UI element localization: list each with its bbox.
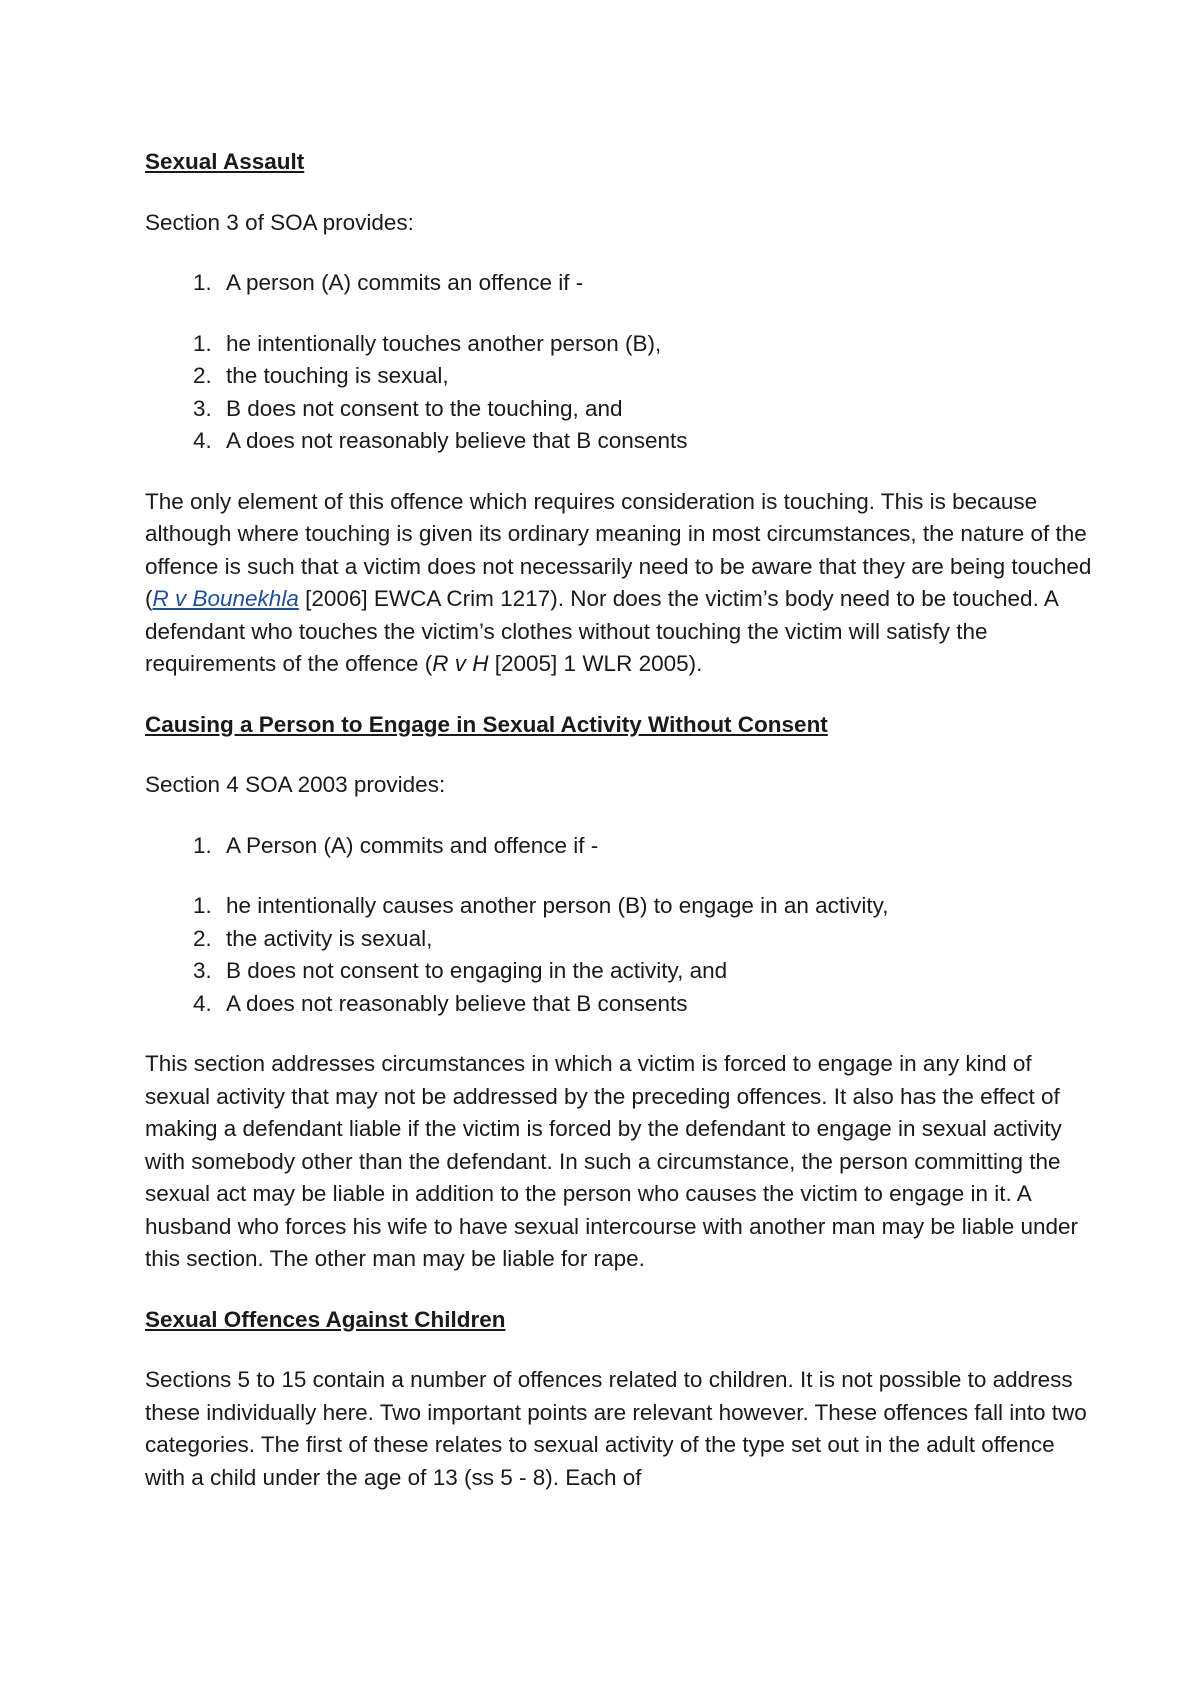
case-link-bounekhla[interactable]: R v Bounekhla <box>152 586 299 611</box>
heading-sexual-assault: Sexual Assault <box>145 149 305 174</box>
case-name-r-v-h: R v H <box>432 651 489 676</box>
para-text: The only element of this offence which requires consideration is touching. This is because although where touching is given its ordinary meaning in most circumstances, the nature of the offence is such that a victim does not necessarily need to be aware that they are being touched ( <box>145 488 1092 611</box>
section3-paragraph: Sections 5 to 15 contain a number of offences related to children. It is not possible to address these individually here. Two important points are relevant however. These offences fall into two categories. The first of these relates to sexual activity of the type set out in the adult offence with a child under the age of 13 (ss 5 - 8). Each of <box>145 1367 1087 1490</box>
list-item: 1. he intentionally touches another person (B), <box>218 328 1100 361</box>
list-item: 4. A does not reasonably believe that B consents <box>218 988 1100 1021</box>
list-item: 2. the activity is sexual, <box>218 923 1100 956</box>
section1-lead-list <box>145 267 1100 300</box>
list-item: 1. A Person (A) commits and offence if - <box>218 830 1100 863</box>
section1-intro: Section 3 of SOA provides: <box>145 209 414 235</box>
list-item: 3. B does not consent to the touching, and <box>218 393 1100 426</box>
para-text: [2005] 1 WLR 2005). <box>488 651 703 676</box>
section2-lead-list <box>145 830 1100 863</box>
section2-paragraph: This section addresses circumstances in which a victim is forced to engage in any kind of sexual activity that may not be addressed by the preceding offences. It also has the effect of making a defendant liable if the victim is forced by the defendant to engage in sexual activity with somebody other than the defendant. In such a circumstance, the person committing the sexual act may be liable in addition to the person who causes the victim to engage in it. A husband who forces his wife to have sexual intercourse with another man may be liable under this section. The other man may be liable for rape. <box>145 1051 1079 1271</box>
section2-intro: Section 4 SOA 2003 provides: <box>145 772 446 797</box>
section1-paragraph <box>145 486 1100 681</box>
list-item: 1. he intentionally causes another person (B) to engage in an activity, <box>218 890 1100 923</box>
list-item: 4. A does not reasonably believe that B consents <box>218 425 1100 458</box>
section2-elements-list <box>145 890 1100 1020</box>
heading-causing-sexual-activity: Causing a Person to Engage in Sexual Activity Without Consent <box>145 711 828 737</box>
heading-offences-against-children: Sexual Offences Against Children <box>145 1306 506 1332</box>
list-item: 3. B does not consent to engaging in the activity, and <box>218 955 1100 988</box>
section1-elements-list <box>145 328 1100 458</box>
list-item: 1. A person (A) commits an offence if - <box>218 267 1100 300</box>
list-item: 2. the touching is sexual, <box>218 360 1100 393</box>
para-text: [2006] EWCA Crim 1217). Nor does the victim’s body need to be touched. A defendant who touches the victim’s clothes without touching the victim will satisfy the requirements of the offence ( <box>145 586 1058 676</box>
